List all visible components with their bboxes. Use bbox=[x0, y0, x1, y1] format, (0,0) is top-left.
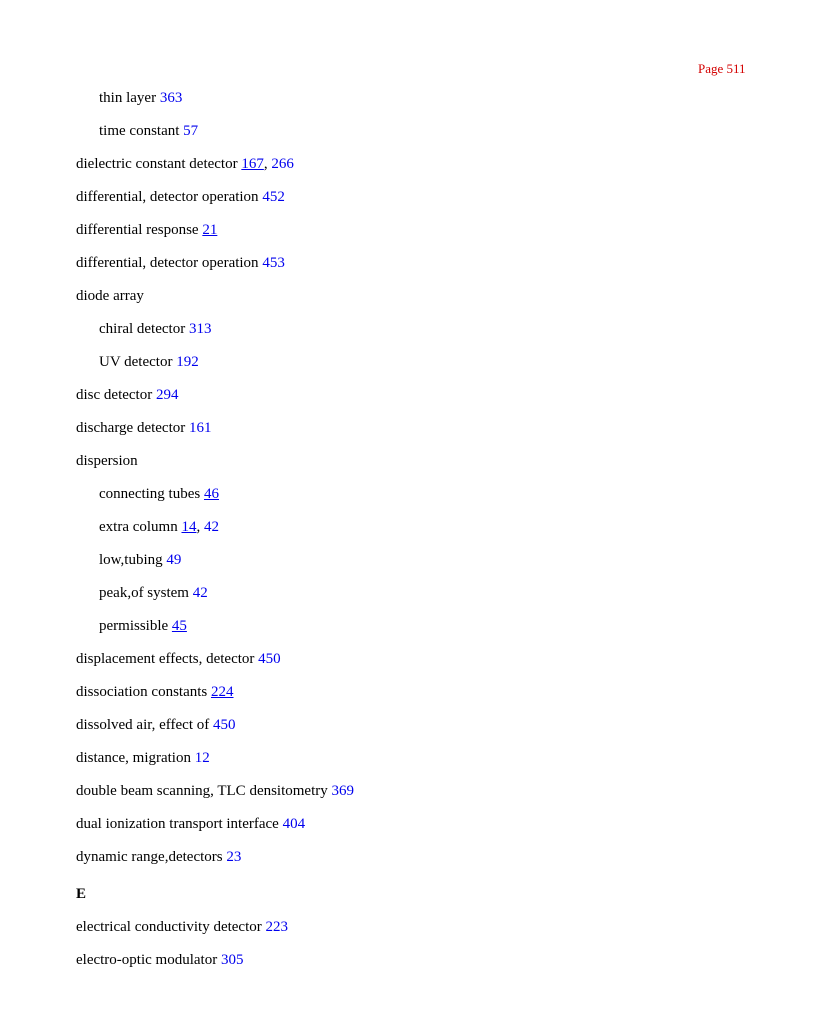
index-term: differential, detector operation bbox=[76, 255, 263, 271]
page-reference-link[interactable]: 294 bbox=[155, 387, 179, 403]
page-reference-link[interactable]: 266 bbox=[271, 156, 294, 172]
index-entry bbox=[76, 254, 285, 273]
ref-separator: , bbox=[263, 156, 272, 172]
index-term: UV detector bbox=[99, 354, 177, 370]
index-entry bbox=[76, 848, 241, 867]
index-term: distance, migration bbox=[76, 750, 195, 766]
page-reference-link[interactable]: 12 bbox=[194, 750, 210, 766]
page-reference-link[interactable]: 453 bbox=[262, 255, 285, 271]
index-term: differential response bbox=[76, 222, 203, 238]
page-reference-link[interactable]: 21 bbox=[202, 222, 218, 238]
index-entry bbox=[76, 452, 138, 471]
index-entry bbox=[76, 386, 178, 405]
ref-separator: , bbox=[196, 519, 204, 535]
page-reference-link[interactable]: 224 bbox=[211, 684, 234, 700]
index-term: dual ionization transport interface bbox=[76, 816, 283, 832]
index-entry bbox=[99, 485, 219, 504]
index-entry bbox=[76, 782, 354, 801]
page-reference-link[interactable]: 450 bbox=[258, 651, 281, 667]
index-term: dielectric constant detector bbox=[76, 156, 242, 172]
index-term: dispersion bbox=[76, 453, 138, 469]
page-reference-link[interactable]: 369 bbox=[331, 783, 355, 799]
page-reference-link[interactable]: 305 bbox=[220, 952, 244, 968]
index-entry bbox=[76, 749, 210, 768]
page-number: Page 511 bbox=[698, 61, 746, 76]
index-entry bbox=[76, 716, 236, 735]
page-reference-link[interactable]: 46 bbox=[203, 486, 219, 502]
page-reference-link[interactable]: 42 bbox=[192, 585, 208, 601]
index-entry bbox=[76, 815, 305, 834]
page-reference-link[interactable]: 313 bbox=[188, 321, 212, 337]
index-term: disc detector bbox=[76, 387, 156, 403]
index-entry bbox=[76, 951, 243, 970]
page-reference-link[interactable]: 161 bbox=[189, 420, 212, 436]
page-reference-link[interactable]: 45 bbox=[171, 618, 187, 634]
index-term: diode array bbox=[76, 288, 144, 304]
index-term: electrical conductivity detector bbox=[76, 919, 266, 935]
index-entry bbox=[99, 617, 187, 636]
section-letter-heading: E bbox=[76, 886, 87, 902]
page-reference-link[interactable]: 404 bbox=[282, 816, 306, 832]
index-term: connecting tubes bbox=[99, 486, 204, 502]
index-term: electro-optic modulator bbox=[76, 952, 221, 968]
index-entry bbox=[76, 155, 294, 174]
index-entry bbox=[76, 918, 288, 937]
index-term: low,tubing bbox=[99, 552, 167, 568]
index-term: time constant bbox=[99, 123, 184, 139]
index-entry bbox=[99, 320, 211, 339]
index-entry bbox=[76, 683, 234, 702]
index-term: discharge detector bbox=[76, 420, 190, 436]
page-reference-link[interactable]: 23 bbox=[226, 849, 242, 865]
index-term: displacement effects, detector bbox=[76, 651, 259, 667]
page-reference-link[interactable]: 42 bbox=[203, 519, 219, 535]
page-reference-link[interactable]: 450 bbox=[213, 717, 236, 733]
index-entry bbox=[76, 221, 217, 240]
page-reference-link[interactable]: 363 bbox=[159, 90, 183, 106]
index-entry bbox=[76, 287, 144, 306]
index-entry bbox=[76, 419, 212, 438]
index-entry bbox=[99, 518, 219, 537]
index-entry bbox=[99, 122, 198, 141]
index-entry bbox=[76, 188, 285, 207]
index-entry bbox=[99, 551, 181, 570]
index-term: extra column bbox=[99, 519, 182, 535]
index-term: differential, detector operation bbox=[76, 189, 263, 205]
index-term: thin layer bbox=[99, 90, 160, 106]
page-reference-link[interactable]: 14 bbox=[181, 519, 197, 535]
index-entry bbox=[99, 584, 208, 603]
index-term: dissolved air, effect of bbox=[76, 717, 213, 733]
page-reference-link[interactable]: 223 bbox=[265, 919, 288, 935]
page-reference-link[interactable]: 192 bbox=[176, 354, 199, 370]
page-reference-link[interactable]: 167 bbox=[241, 156, 264, 172]
index-term: peak,of system bbox=[99, 585, 193, 601]
index-term: permissible bbox=[99, 618, 172, 634]
index-term: chiral detector bbox=[99, 321, 189, 337]
index-term: dissociation constants bbox=[76, 684, 211, 700]
index-term: dynamic range,detectors bbox=[76, 849, 227, 865]
page-reference-link[interactable]: 49 bbox=[166, 552, 182, 568]
index-entry bbox=[99, 89, 182, 108]
index-entry bbox=[76, 650, 281, 669]
page-reference-link[interactable]: 57 bbox=[183, 123, 199, 139]
index-term: double beam scanning, TLC densitometry bbox=[76, 783, 332, 799]
index-entry bbox=[99, 353, 199, 372]
page-reference-link[interactable]: 452 bbox=[262, 189, 285, 205]
